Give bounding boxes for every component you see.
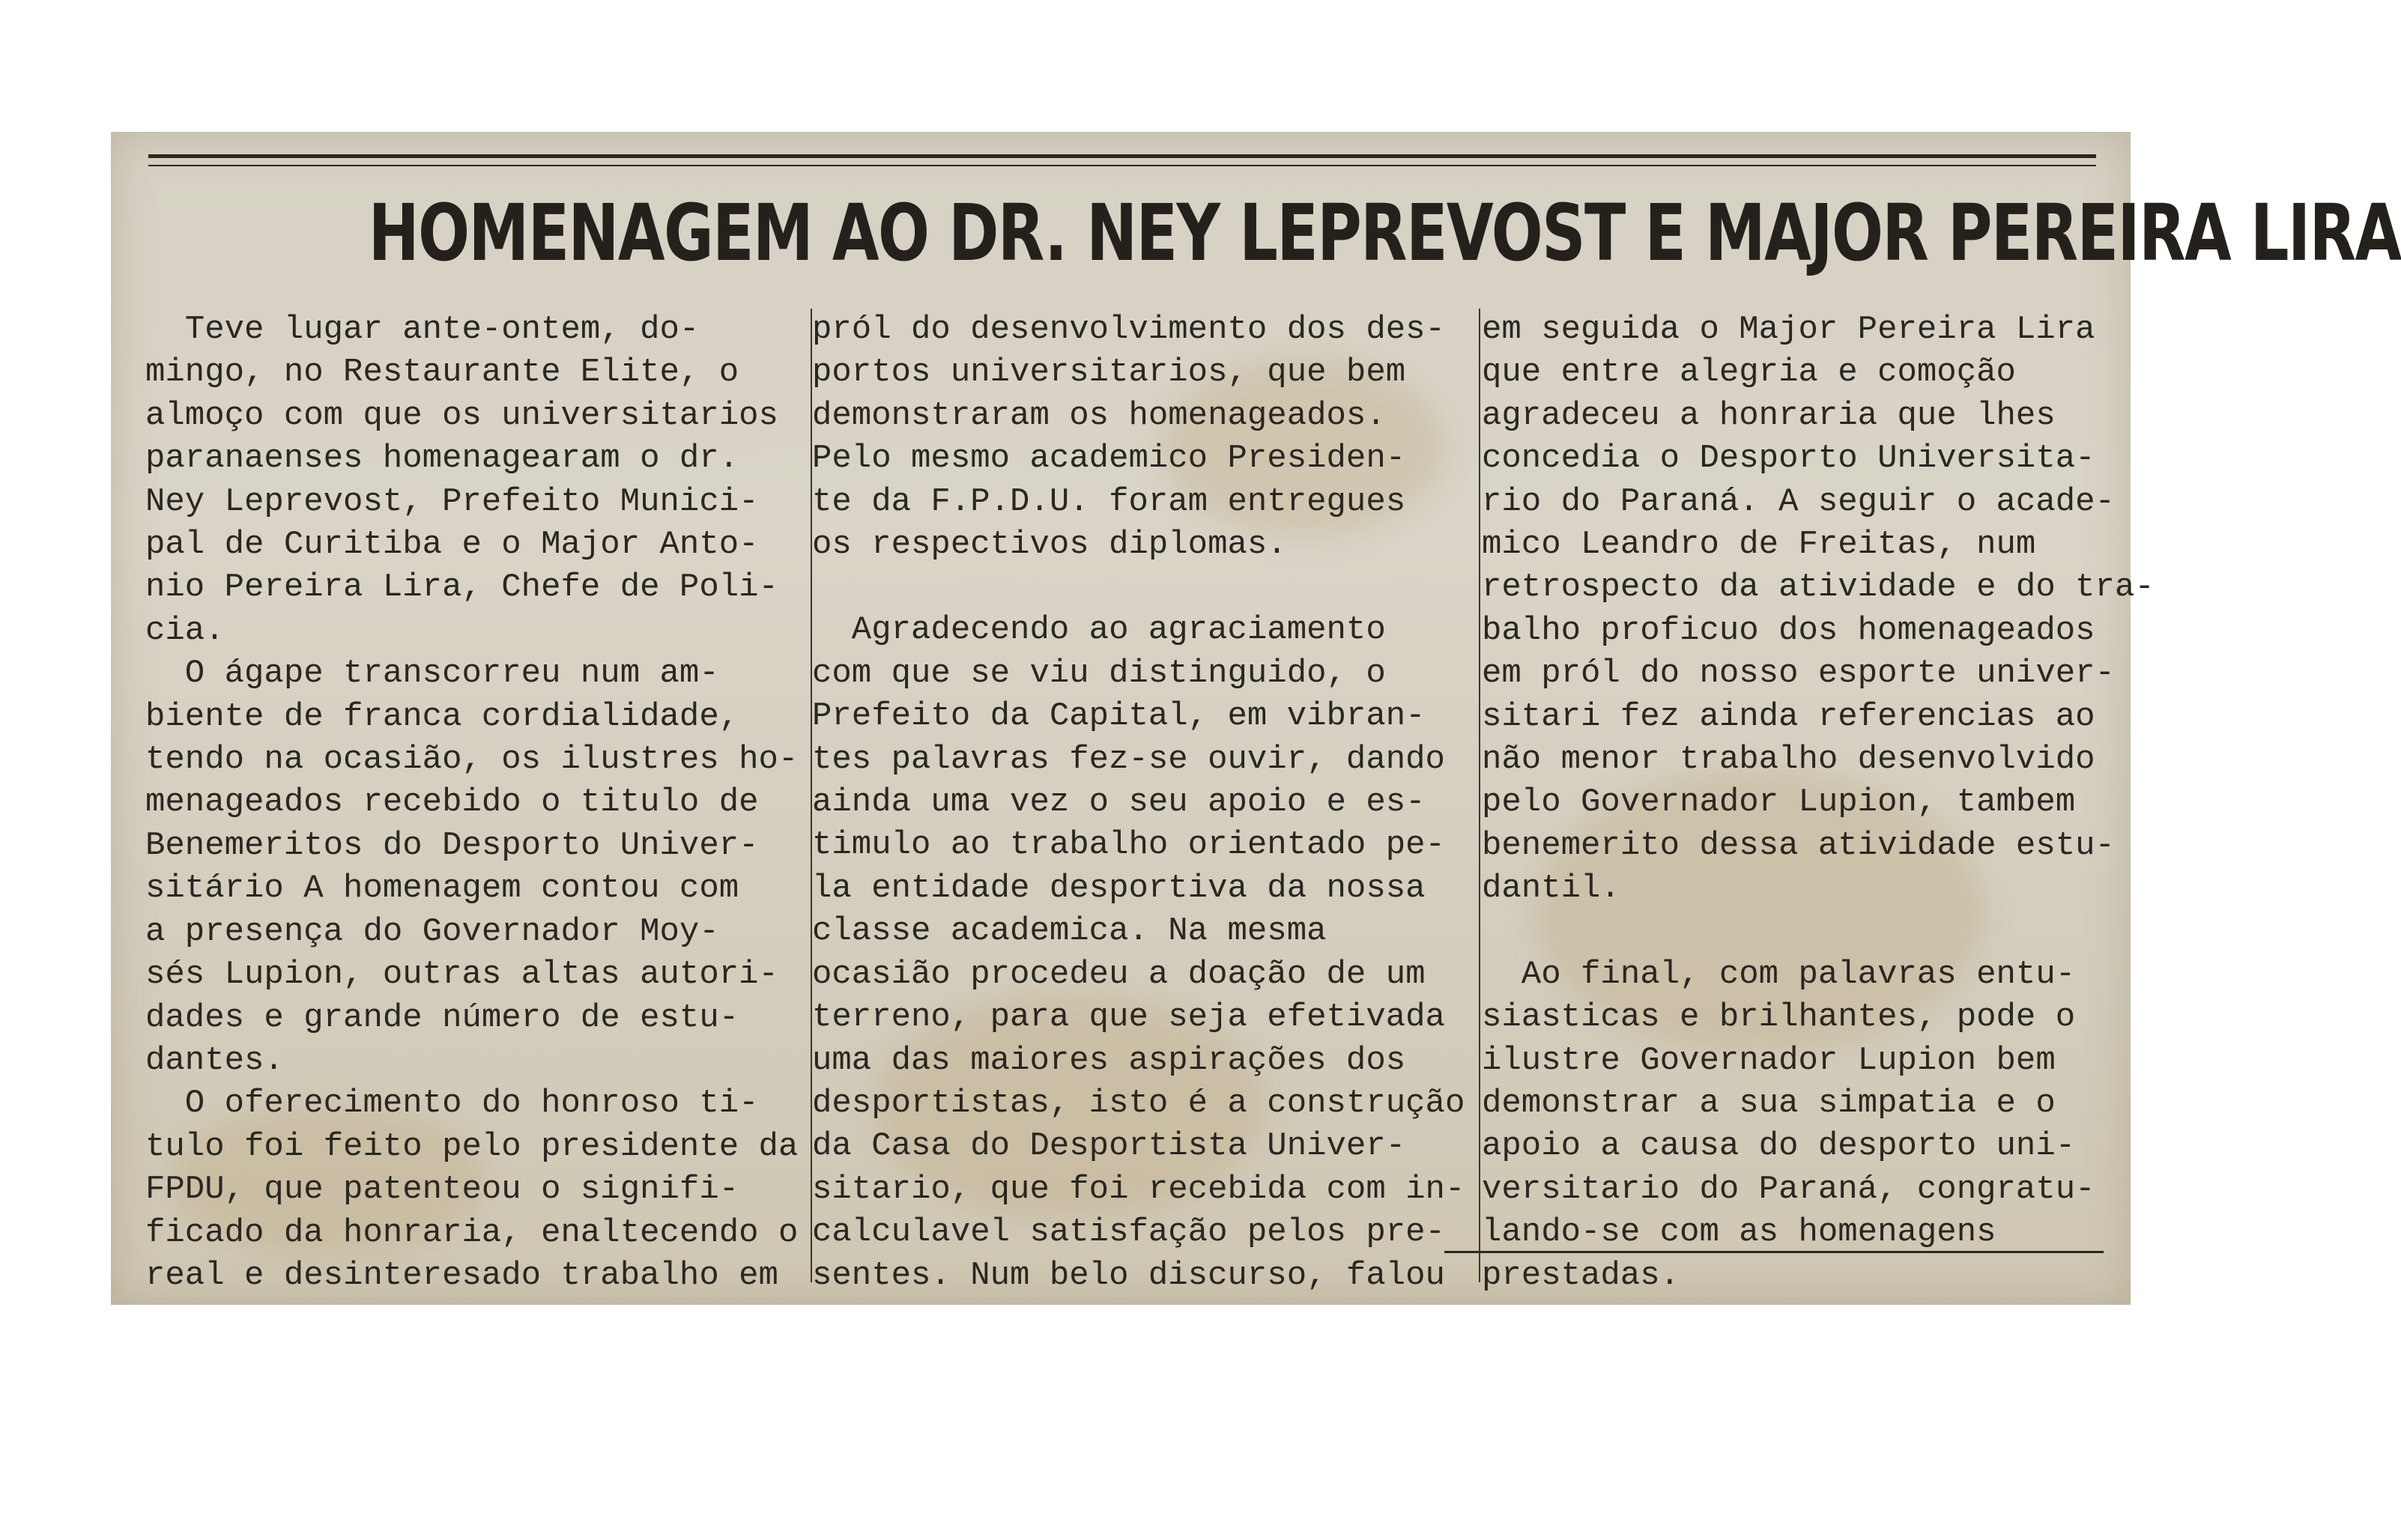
paragraph: pról do desenvolvimento dos des- portos universitarios, que bem demonstraram os homenageados. Pelo mesmo academico Presiden- te da F.P.D.U. foram entregues os respectivos diplomas. xyxy=(812,311,1445,564)
column-rule xyxy=(1479,309,1480,1282)
article-column-1 xyxy=(145,309,820,1294)
paragraph: O oferecimento do honroso ti- tulo foi feito pelo presidente da FPDU, que patenteou o signifi- ficado da honraria, enaltecendo o real e desinteresado trabalho em xyxy=(145,1085,799,1294)
paragraph: Teve lugar ante-ontem, do- mingo, no Restaurante Elite, o almoço com que os universitarios paranaenses homenagearam o dr. Ney Leprevost, Prefeito Munici- pal de Curitiba e o Major Anto- nio Pereira Lira, Chefe de Poli- cia. xyxy=(145,311,778,649)
paragraph: em seguida o Major Pereira Lira que entre alegria e comoção agradeceu a honraria que lhes concedia o Desporto Universita- rio do Paraná. A seguir o acade- mico Leandro de Freitas, num retrospecto da atividade e do tra- balho proficuo dos homenageados em pról do nosso esporte univer- sitari fez ainda referencias ao não menor trabalho desenvolvido pelo Governador Lupion, tambem benemerito dessa atividade estu- dantil. xyxy=(1482,311,2155,908)
article-column-3 xyxy=(1482,309,2155,1294)
paragraph: Agradecendo ao agraciamento com que se viu distinguido, o Prefeito da Capital, em vibran- tes palavras fez-se ouvir, dando ainda uma vez o seu apoio e es- timulo ao trabalho orientado pe- la entidade desportiva da nossa classe academica. Na mesma ocasião procedeu a doação de um terreno, para que seja efetivada uma das maiores aspirações dos desportistas, isto é a construção da Casa do Desportista Univer- sitario, que foi recebida com in- calculavel satisfação pelos pre- sentes. Num belo discurso, falou xyxy=(812,611,1465,1294)
newspaper-clipping xyxy=(111,132,2401,1305)
headline: HOMENAGEM AO DR. NEY LEPREVOST E MAJOR PEREIRA LIRA xyxy=(368,187,2401,279)
paragraph: O ágape transcorreu num am- biente de franca cordialidade, tendo na ocasião, os ilustres ho- menageados recebido o titulo de Benemeritos do Desporto Univer- sitário A homenagem contou com a presença do Governador Moy- sés Lupion, outras altas autori- dades e grande número de estu- dantes. xyxy=(145,655,799,1079)
paragraph: Ao final, com palavras entu- siasticas e brilhantes, pode o ilustre Governador Lupion bem demonstrar a sua simpatia e o apoio a causa do desporto uni- versitario do Paraná, congratu- lando-se com as homenagens prestadas. xyxy=(1482,955,2095,1294)
top-rule xyxy=(148,154,2096,158)
article-column-2 xyxy=(812,309,1486,1294)
bottom-rule xyxy=(1444,1251,2104,1253)
